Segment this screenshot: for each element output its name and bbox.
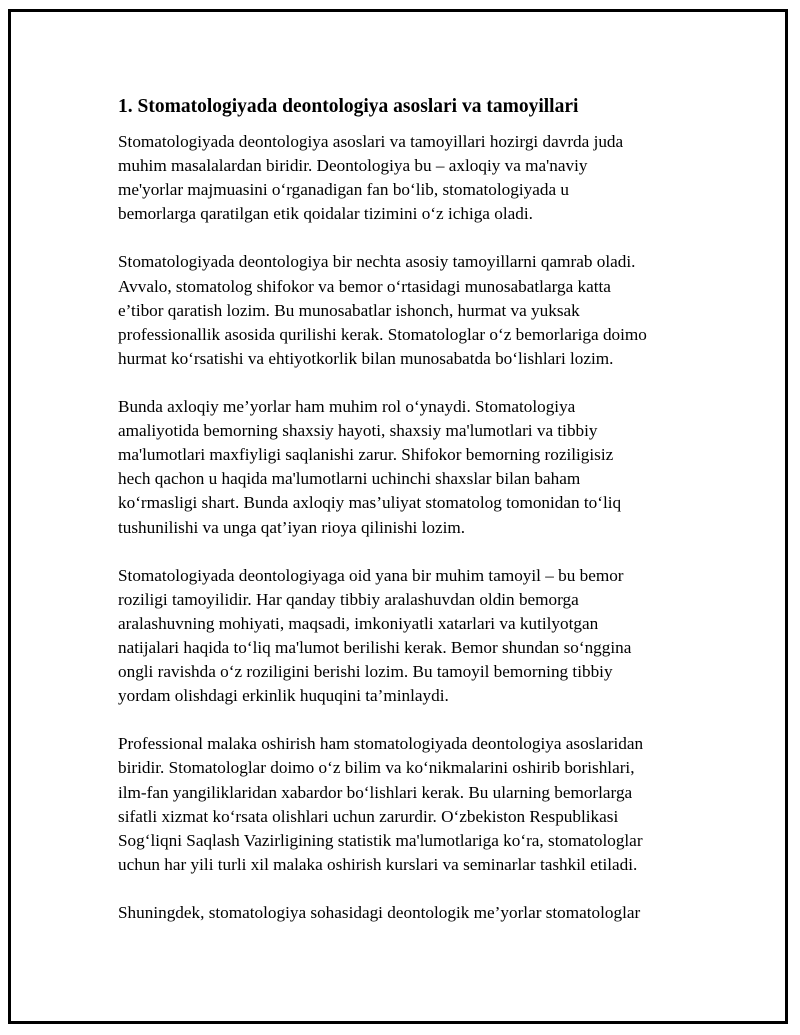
text-line: natijalari haqida toʻliq ma'lumot berilishi kerak. Bemor shundan soʻnggina	[118, 637, 632, 657]
paragraph-6	[118, 901, 698, 925]
text-line: hech qachon u haqida ma'lumotlarni uchinchi shaxslar bilan baham	[118, 469, 581, 489]
text-line: Stomatologiyada deontologiyaga oid yana bir muhim tamoyil – bu bemor	[118, 565, 624, 585]
text-line: sifatli xizmat koʻrsata olishlari uchun zarurdir. Oʻzbekiston Respublikasi	[118, 806, 619, 826]
text-line: e’tibor qaratish lozim. Bu munosabatlar ishonch, hurmat va yuksak	[118, 300, 580, 320]
document-body	[118, 94, 698, 949]
text-line: bemorlarga qaratilgan etik qoidalar tizimini oʻz ichiga oladi.	[118, 204, 533, 224]
paragraph-3	[118, 395, 698, 540]
paragraph-2	[118, 250, 698, 370]
text-line: hurmat koʻrsatishi va ehtiyotkorlik bilan munosabatda boʻlishlari lozim.	[118, 348, 614, 368]
text-line: ongli ravishda oʻz roziligini berishi lozim. Bu tamoyil bemorning tibbiy	[118, 662, 613, 682]
text-line: tushunilishi va unga qat’iyan rioya qilinishi lozim.	[118, 517, 466, 537]
text-line: Professional malaka oshirish ham stomatologiyada deontologiya asoslaridan	[118, 734, 644, 754]
text-line: ma'lumotlari maxfiyligi saqlanishi zarur. Shifokor bemorning roziligisiz	[118, 445, 614, 465]
text-line: Avvalo, stomatolog shifokor va bemor oʻrtasidagi munosabatlarga katta	[118, 276, 611, 296]
text-line: muhim masalalardan biridir. Deontologiya bu – axloqiy va ma'naviy	[118, 156, 588, 176]
paragraph-4	[118, 564, 698, 709]
text-line: ilm-fan yangiliklaridan xabardor boʻlishlari kerak. Bu ularning bemorlarga	[118, 782, 633, 802]
paragraph-1	[118, 130, 698, 226]
text-line: uchun har yili turli xil malaka oshirish kurslari va seminarlar tashkil etiladi.	[118, 854, 638, 874]
text-line: yordam olishdagi erkinlik huquqini ta’minlaydi.	[118, 686, 449, 706]
text-line: aralashuvning mohiyati, maqsadi, imkoniyatli xatarlari va kutilyotgan	[118, 613, 599, 633]
text-line: Stomatologiyada deontologiya bir nechta asosiy tamoyillarni qamrab oladi.	[118, 252, 636, 272]
text-line: biridir. Stomatologlar doimo oʻz bilim va koʻnikmalarini oshirib borishlari,	[118, 758, 635, 778]
text-line: koʻrmasligi shart. Bunda axloqiy mas’uliyat stomatolog tomonidan toʻliq	[118, 493, 622, 513]
text-line: Bunda axloqiy me’yorlar ham muhim rol oʻynaydi. Stomatologiya	[118, 397, 576, 417]
text-line: professionallik asosida qurilishi kerak. Stomatologlar oʻz bemorlariga doimo	[118, 324, 647, 344]
text-line: me'yorlar majmuasini oʻrganadigan fan boʻlib, stomatologiyada u	[118, 180, 569, 200]
document-title: 1. Stomatologiyada deontologiya asoslari va tamoyillari	[118, 96, 579, 117]
text-line: Stomatologiyada deontologiya asoslari va tamoyillari hozirgi davrda juda	[118, 132, 624, 151]
text-line: roziligi tamoyilidir. Har qanday tibbiy aralashuvdan oldin bemorga	[118, 589, 579, 609]
paragraph-5	[118, 732, 698, 877]
text-line: Shuningdek, stomatologiya sohasidagi deontologik me’yorlar stomatologlar	[118, 903, 641, 922]
text-line: Sogʻliqni Saqlash Vazirligining statistik ma'lumotlariga koʻra, stomatologlar	[118, 830, 643, 850]
text-line: amaliyotida bemorning shaxsiy hayoti, shaxsiy ma'lumotlari va tibbiy	[118, 421, 598, 441]
